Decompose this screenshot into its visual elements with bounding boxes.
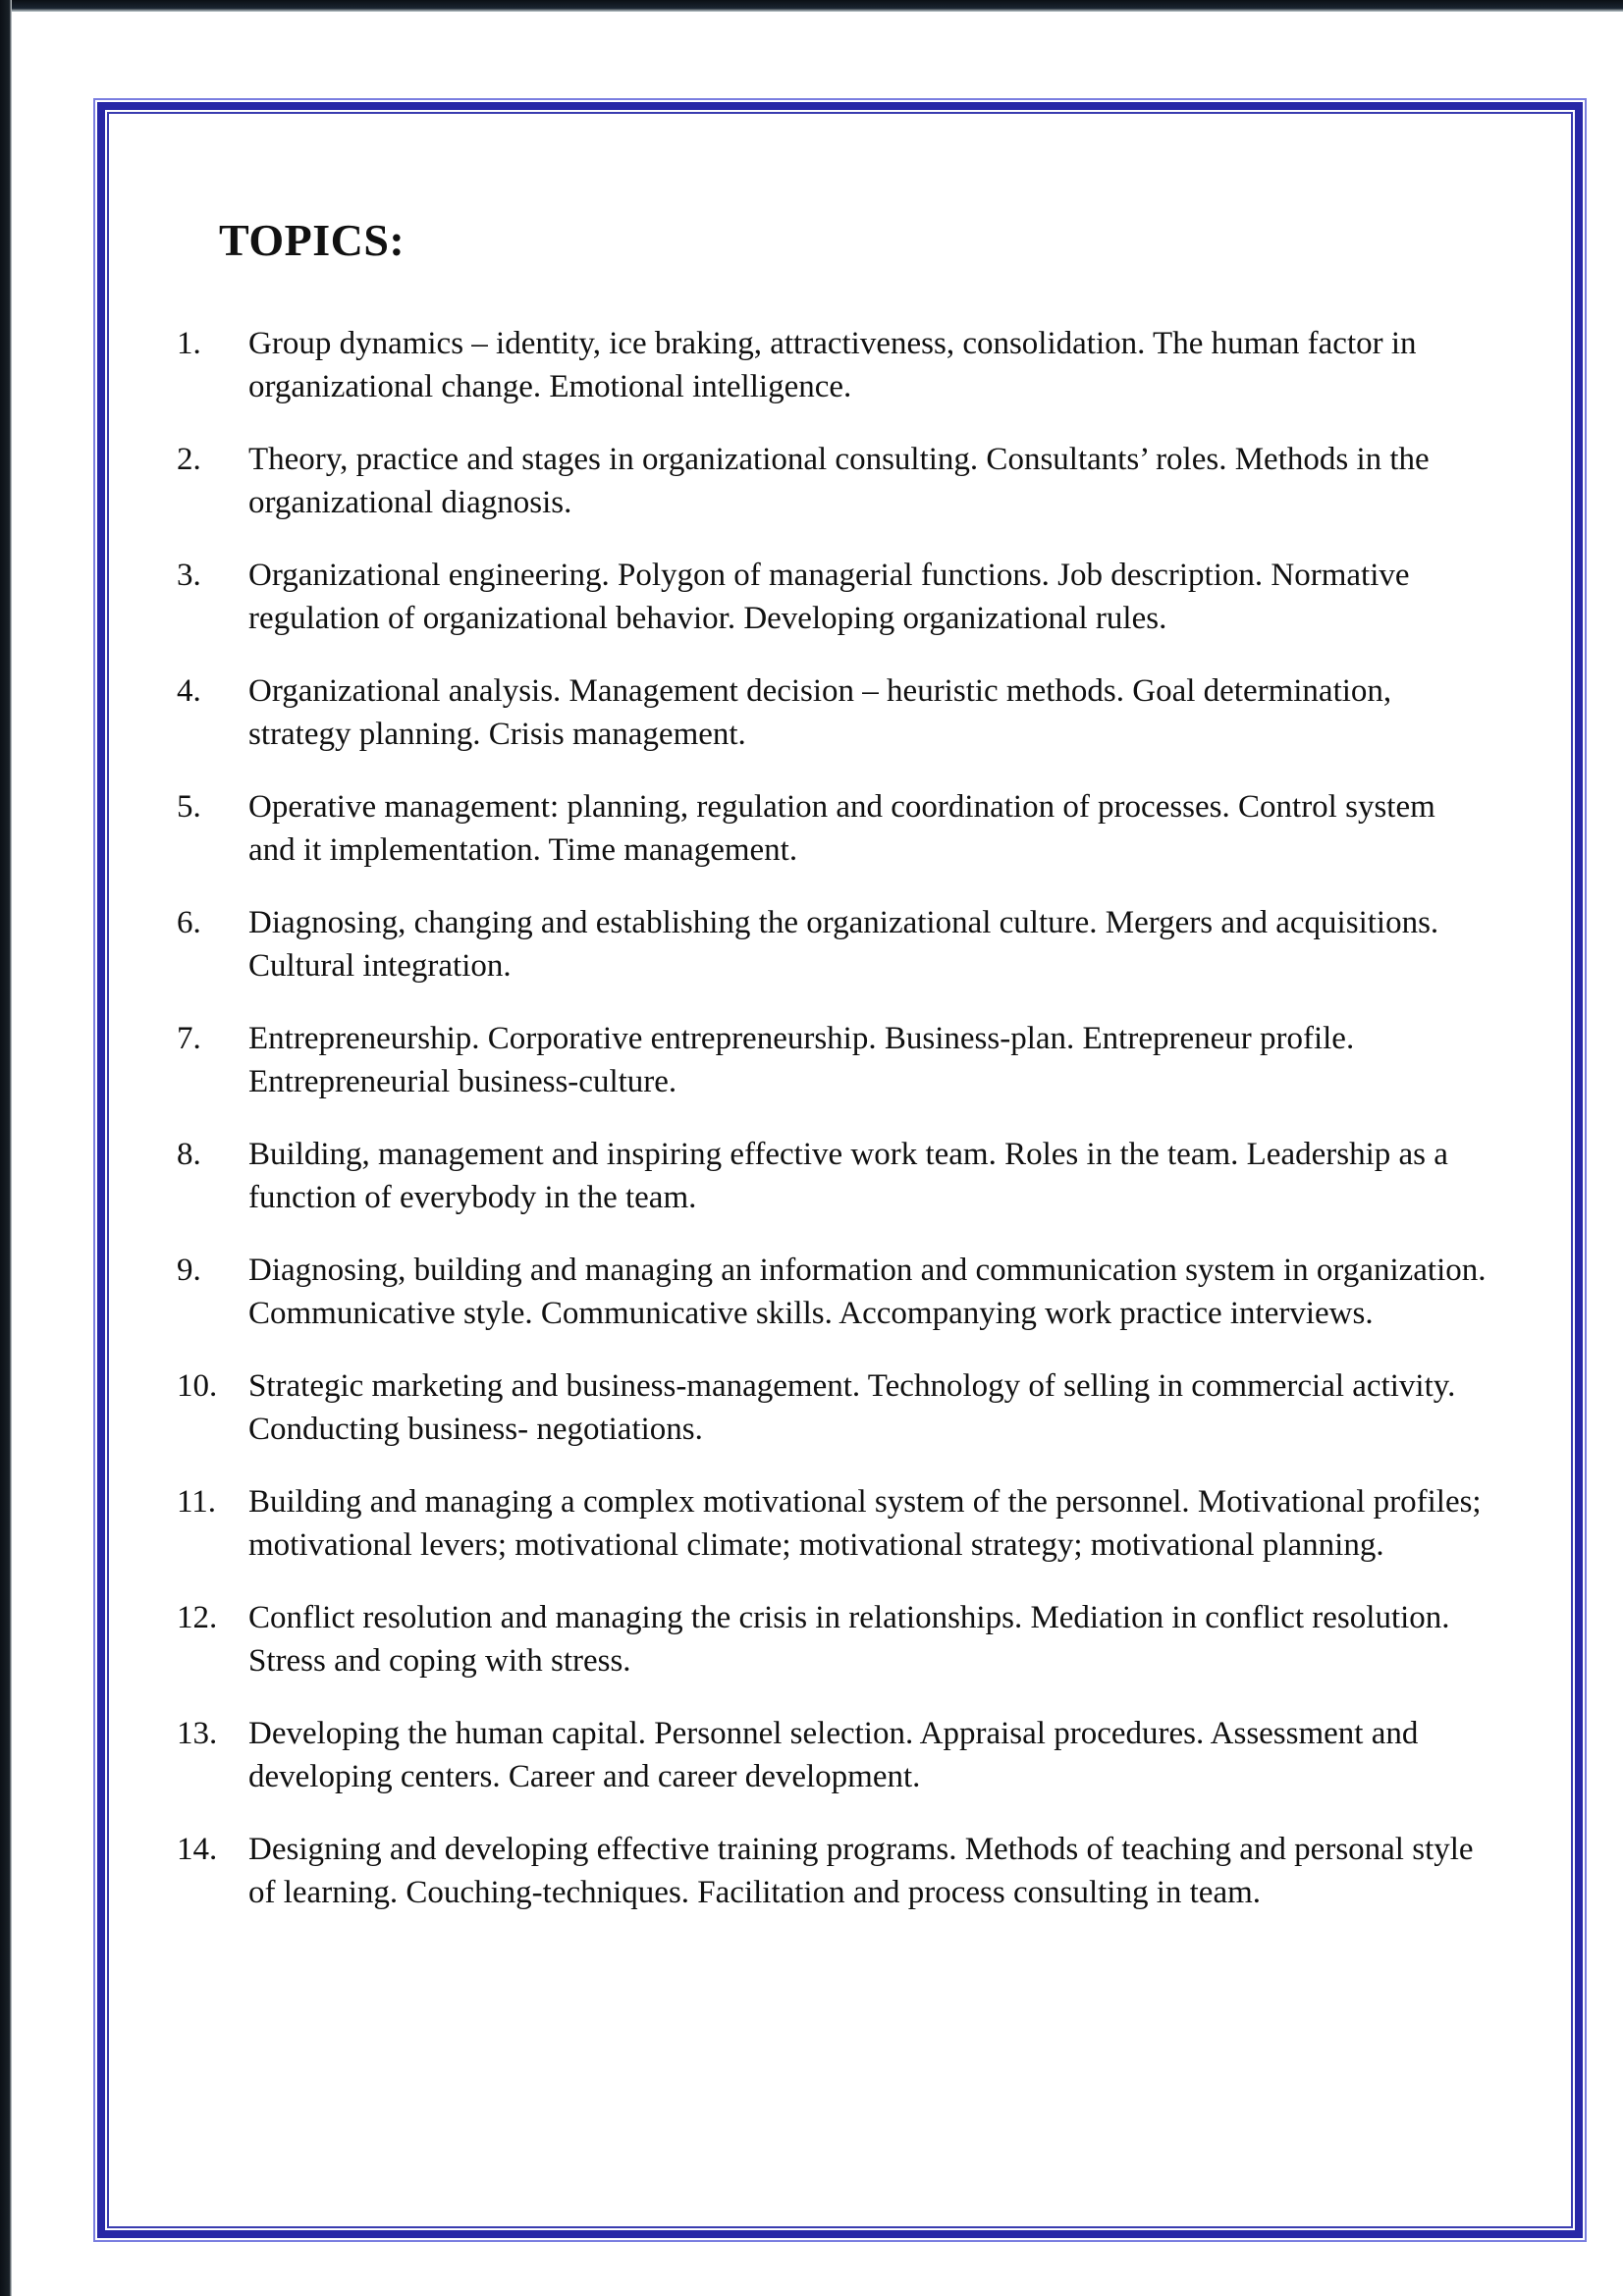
topic-number: 10.: [177, 1368, 218, 1404]
topic-number: 13.: [177, 1716, 218, 1751]
topic-item: [177, 1249, 1497, 1335]
scan-edge-top: [0, 0, 1623, 12]
topic-item: [177, 1480, 1497, 1567]
topic-number: 7.: [177, 1021, 201, 1056]
topic-text: Developing the human capital. Personnel selection. Appraisal procedures. Assessment and developing centers. Career and career development.: [248, 1716, 1419, 1794]
topic-item: [177, 901, 1497, 988]
topic-text: Building and managing a complex motivational system of the personnel. Motivational profiles; motivational levers; motivational climate; motivational strategy; motivational planning.: [248, 1484, 1482, 1563]
topic-text: Operative management: planning, regulation and coordination of processes. Control system and it implementation. Time management.: [248, 789, 1435, 868]
topic-number: 8.: [177, 1137, 201, 1172]
topic-text: Diagnosing, changing and establishing the organizational culture. Mergers and acquisitions. Cultural integration.: [248, 905, 1439, 984]
document-content: [177, 211, 1497, 1944]
topic-text: Group dynamics – identity, ice braking, attractiveness, consolidation. The human factor in organizational change. Emotional intelligence.: [248, 326, 1417, 404]
topic-text: Organizational analysis. Management decision – heuristic methods. Goal determination, strategy planning. Crisis management.: [248, 673, 1392, 752]
topic-text: Building, management and inspiring effective work team. Roles in the team. Leadership as a function of everybody in the team.: [248, 1137, 1448, 1215]
topic-number: 1.: [177, 326, 201, 361]
topic-item: [177, 1133, 1497, 1219]
topic-number: 9.: [177, 1253, 201, 1288]
topic-text: Conflict resolution and managing the crisis in relationships. Mediation in conflict resolution. Stress and coping with stress.: [248, 1600, 1450, 1679]
topic-number: 11.: [177, 1484, 217, 1520]
topic-item: [177, 554, 1497, 640]
topic-item: [177, 1364, 1497, 1451]
topic-item: [177, 322, 1497, 408]
topic-text: Organizational engineering. Polygon of managerial functions. Job description. Normative regulation of organizational behavior. Developing organizational rules.: [248, 558, 1410, 636]
topic-number: 4.: [177, 673, 201, 709]
topic-text: Entrepreneurship. Corporative entrepreneurship. Business-plan. Entrepreneur profile. Entrepreneurial business-culture.: [248, 1021, 1355, 1099]
topic-number: 3.: [177, 558, 201, 593]
topic-item: [177, 1712, 1497, 1798]
topic-item: [177, 1828, 1497, 1914]
topic-number: 2.: [177, 442, 201, 477]
topic-text: Strategic marketing and business-management. Technology of selling in commercial activity. Conducting business- negotiations.: [248, 1368, 1456, 1447]
topic-number: 12.: [177, 1600, 218, 1635]
topic-item: [177, 669, 1497, 756]
page-title: TOPICS:: [219, 215, 406, 265]
topic-text: Diagnosing, building and managing an information and communication system in organization. Communicative style. Communicative skills. Accompanying work practice interviews.: [248, 1253, 1487, 1331]
topic-item: [177, 1017, 1497, 1103]
topic-item: [177, 438, 1497, 524]
topic-number: 14.: [177, 1832, 218, 1867]
topic-text: Designing and developing effective training programs. Methods of teaching and personal style of learning. Couching-techniques. Facilitation and process consulting in team.: [248, 1832, 1474, 1910]
topic-number: 6.: [177, 905, 201, 940]
scan-edge-left: [0, 0, 12, 2296]
topic-list: [177, 322, 1497, 1914]
topic-text: Theory, practice and stages in organizational consulting. Consultants’ roles. Methods in the organizational diagnosis.: [248, 442, 1430, 520]
topic-item: [177, 785, 1497, 872]
topic-item: [177, 1596, 1497, 1682]
topic-number: 5.: [177, 789, 201, 825]
